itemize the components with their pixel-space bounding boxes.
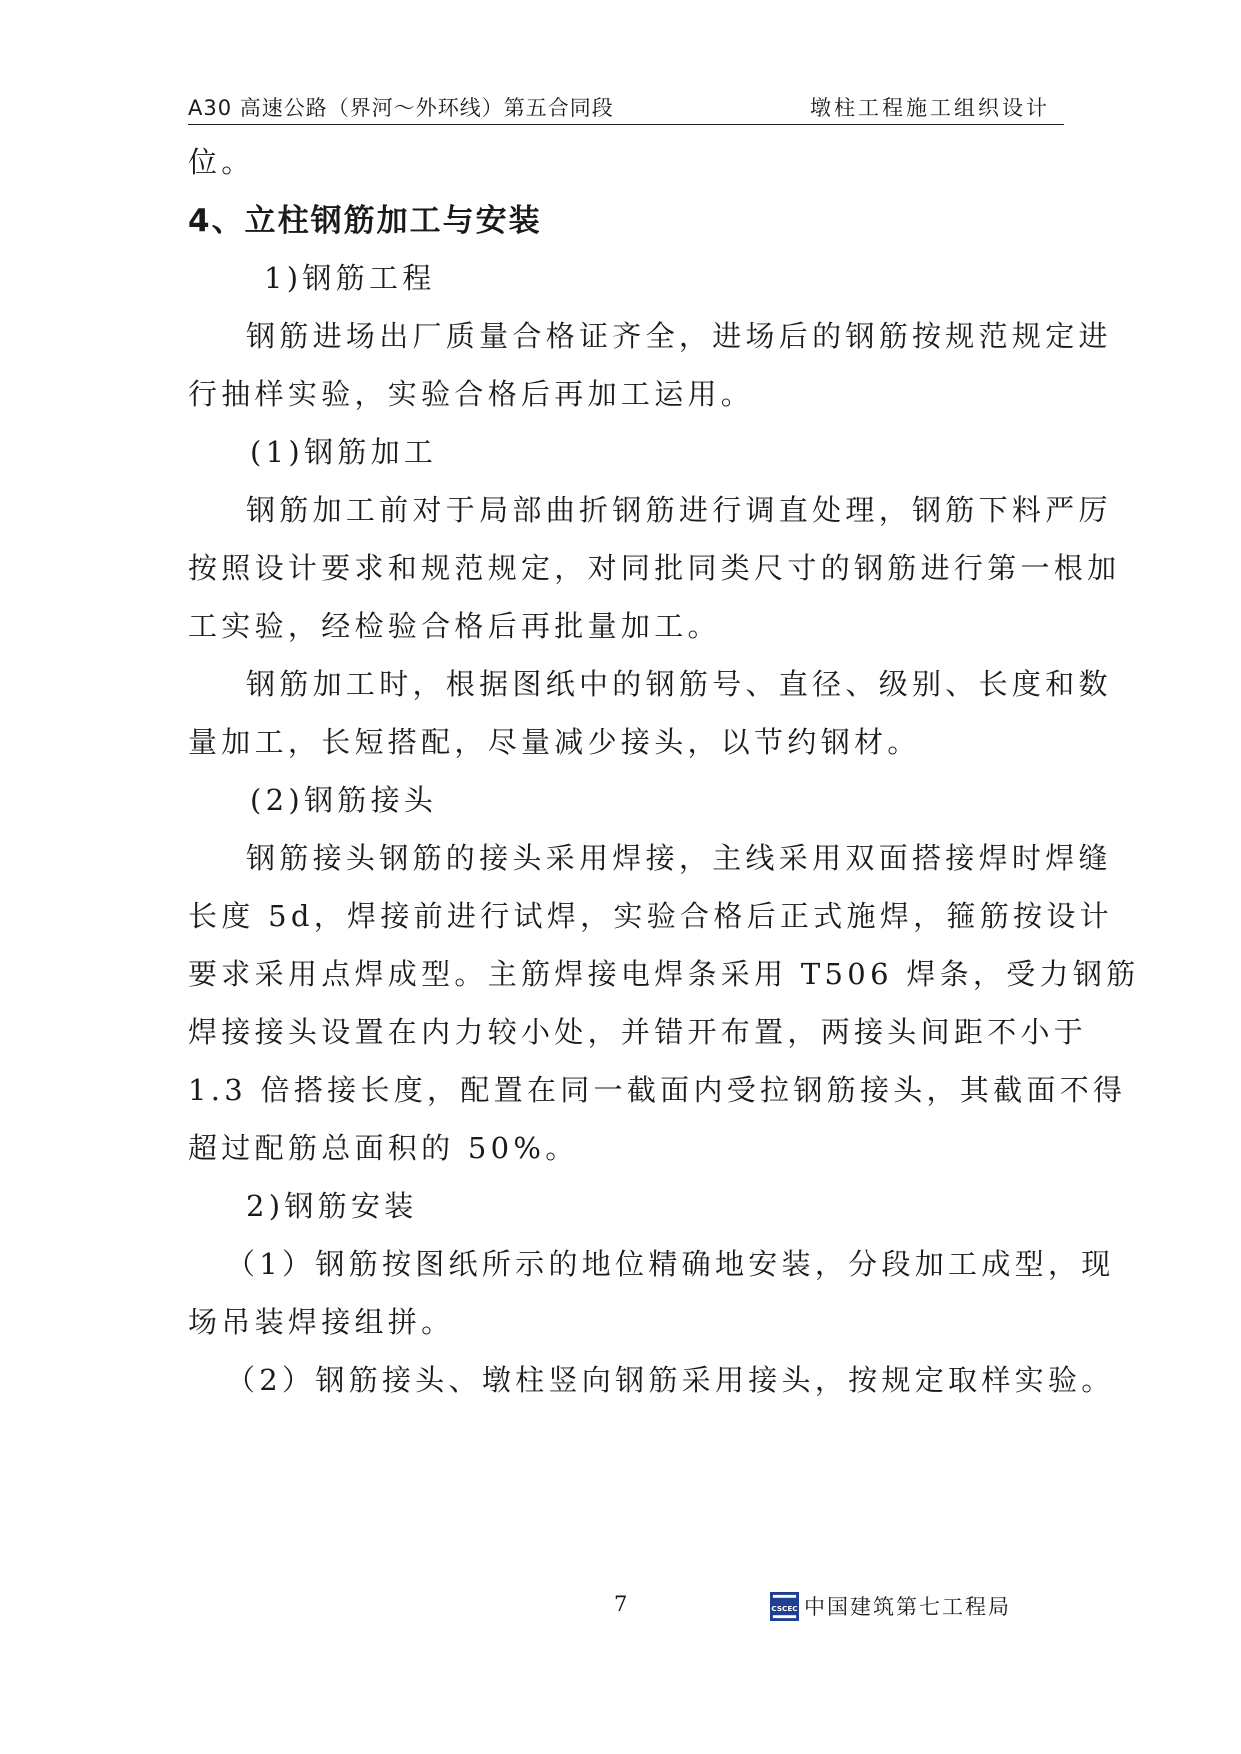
header-project-title: A30 高速公路（界河～外环线）第五合同段: [188, 96, 614, 120]
company-footer: [770, 1589, 1011, 1623]
cscec-logo-icon: [770, 1592, 799, 1621]
paragraph-line: 钢筋进场出厂质量合格证齐全，进场后的钢筋按规范规定进: [246, 319, 1112, 353]
subsection-heading: 2)钢筋安装: [246, 1189, 418, 1223]
logo-text: CSCEC: [771, 1603, 798, 1613]
paragraph-line: 按照设计要求和规范规定，对同批同类尺寸的钢筋进行第一根加: [188, 551, 1121, 585]
paragraph-line: 1.3 倍搭接长度，配置在同一截面内受拉钢筋接头，其截面不得: [188, 1073, 1127, 1107]
subsection-heading: 1)钢筋工程: [264, 261, 436, 295]
paragraph-line: 钢筋加工时，根据图纸中的钢筋号、直径、级别、长度和数: [246, 667, 1112, 701]
subsection-heading: (2)钢筋接头: [250, 783, 438, 817]
subsection-heading: (1)钢筋加工: [250, 435, 438, 469]
paragraph-line: 场吊装焊接组拼。: [188, 1305, 455, 1339]
paragraph-line: 焊接接头设置在内力较小处，并错开布置，两接头间距不小于: [188, 1015, 1088, 1049]
page-header: [188, 88, 1064, 125]
paragraph-line: 要求采用点焊成型。主筋焊接电焊条采用 T506 焊条，受力钢筋: [188, 957, 1140, 991]
paragraph-line: 钢筋接头钢筋的接头采用焊接，主线采用双面搭接焊时焊缝: [246, 841, 1112, 875]
company-name: 中国建筑第七工程局: [804, 1595, 1011, 1619]
header-document-title: 墩柱工程施工组织设计: [810, 96, 1050, 120]
section-heading: 4、立柱钢筋加工与安装: [188, 203, 542, 239]
paragraph-line: 量加工，长短搭配，尽量减少接头，以节约钢材。: [188, 725, 921, 759]
paragraph-line: 工实验，经检验合格后再批量加工。: [188, 609, 721, 643]
paragraph-line: 长度 5d，焊接前进行试焊，实验合格后正式施焊，箍筋按设计: [188, 899, 1113, 933]
paragraph-line: （2）钢筋接头、墩柱竖向钢筋采用接头，按规定取样实验。: [226, 1363, 1115, 1397]
paragraph-line: 钢筋加工前对于局部曲折钢筋进行调直处理，钢筋下料严厉: [246, 493, 1112, 527]
page-number: 7: [614, 1592, 628, 1616]
paragraph-line: 行抽样实验，实验合格后再加工运用。: [188, 377, 755, 411]
paragraph-line: （1）钢筋按图纸所示的地位精确地安装，分段加工成型，现: [226, 1247, 1115, 1281]
paragraph-line: 超过配筋总面积的 50%。: [188, 1131, 579, 1165]
paragraph-line: 位。: [188, 145, 255, 179]
